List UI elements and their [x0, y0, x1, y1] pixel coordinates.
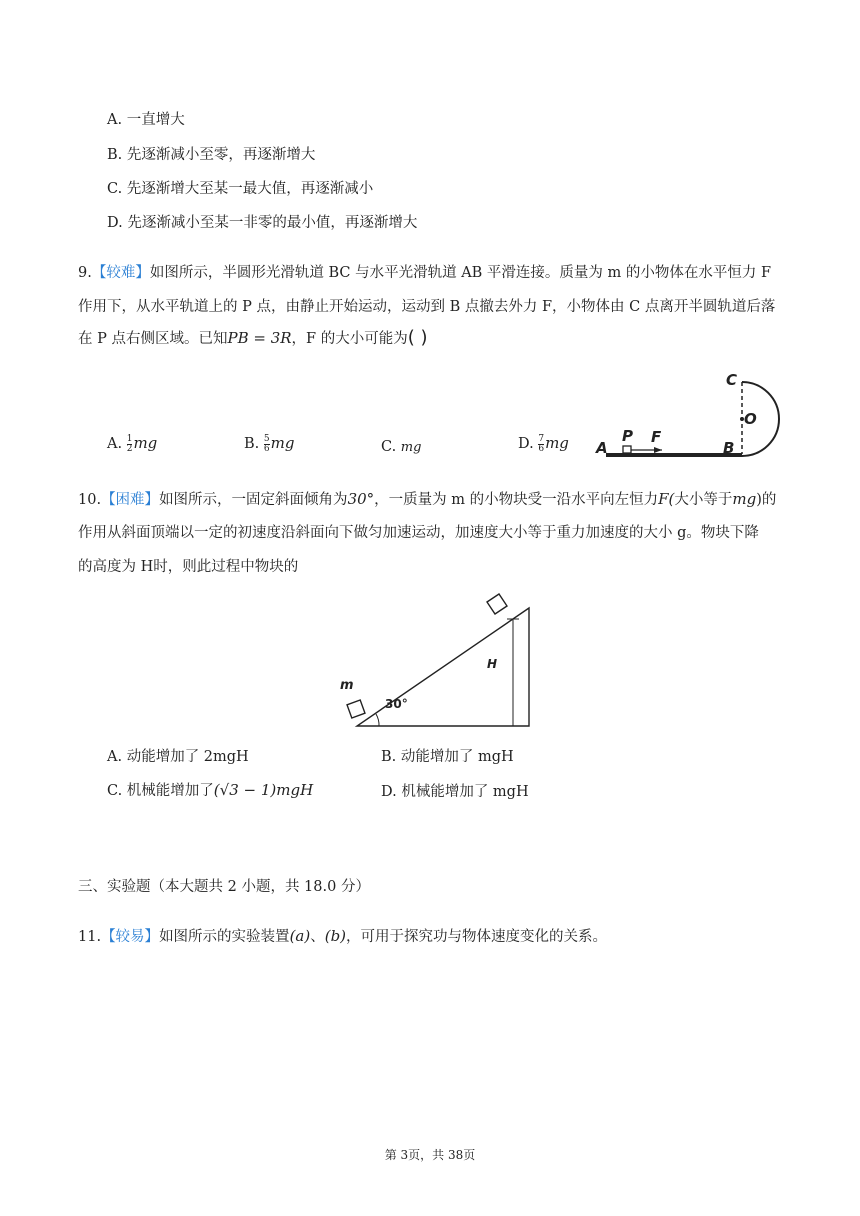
option-label: B.	[244, 436, 260, 452]
q10-line-3: 的高度为 H时，则此过程中物块的	[78, 559, 299, 575]
option-expr: mg	[400, 440, 422, 455]
option-math: (√3 − 1)mgH	[213, 781, 314, 799]
q10-incline-figure	[335, 592, 545, 734]
q8-option-c: C. 先逐渐增大至某一最大值，再逐渐减小	[107, 181, 374, 197]
force-arrow-head	[654, 447, 662, 453]
difficulty-tag: 【困难】	[101, 492, 160, 508]
q11-math-a: (a)	[289, 927, 311, 945]
q11-line-1	[78, 926, 607, 947]
answer-blank: ( )	[407, 327, 428, 348]
q8-option-a: A. 一直增大	[107, 112, 185, 128]
q10-option-c	[107, 780, 313, 801]
q10-option-b: B. 动能增加了 mgH	[381, 749, 514, 765]
q9-option-b	[244, 433, 294, 454]
q11-math-b: (b)	[324, 927, 347, 945]
q9-text-3a: 在 P 点右侧区域。已知	[78, 331, 228, 347]
fraction: $\frac{5}{6}$	[263, 433, 270, 454]
difficulty-tag: 【较难】	[91, 265, 150, 281]
q9-option-a	[107, 433, 157, 454]
page-footer: 第 3页，共 38页	[384, 1148, 476, 1162]
q10-option-d: D. 机械能增加了 mgH	[381, 784, 529, 800]
q10-text-1b: ，一质量为 m 的小物块受一沿水平向左恒力	[374, 492, 659, 508]
angle-value: 30°	[347, 490, 375, 508]
q11-text-a: 如图所示的实验装置	[159, 929, 290, 945]
force-symbol: F(	[658, 490, 675, 508]
label-a: A	[596, 439, 608, 457]
label-c: C	[726, 371, 738, 389]
q11-separator: 、	[310, 929, 325, 945]
label-f: F	[651, 428, 662, 446]
q8-option-d: D. 先逐渐减小至某一非零的最小值，再逐渐增大	[107, 215, 418, 231]
fraction: $\frac{1}{2}$	[126, 433, 133, 454]
q9-option-d	[518, 433, 569, 454]
label-o: O	[744, 410, 757, 428]
label-b: B	[723, 439, 735, 457]
q9-line-2: 作用下，从水平轨道上的 P 点，由静止开始运动，运动到 B 点撤去外力 F，小物体由 C 点离开半圆轨道后落	[78, 299, 776, 315]
q10-text-1c: 大小等于	[674, 492, 733, 508]
option-expr: mg	[133, 434, 158, 452]
option-expr: mg	[270, 434, 295, 452]
fraction: $\frac{7}{6}$	[538, 433, 545, 454]
mg-symbol: mg	[732, 490, 757, 508]
q10-line-1	[78, 489, 776, 510]
q10-option-a: A. 动能增加了 2mgH	[107, 749, 249, 765]
q10-text-1d: )的	[756, 492, 777, 508]
option-label: A.	[107, 436, 123, 452]
q8-option-b: B. 先逐渐减小至零，再逐渐增大	[107, 147, 316, 163]
label-angle: 30°	[385, 697, 408, 711]
question-number: 11.	[78, 929, 102, 945]
label-h: H	[487, 657, 498, 671]
q9-line-3	[78, 328, 428, 349]
block-bottom	[347, 700, 365, 718]
q10-line-2: 作用从斜面顶端以一定的初速度沿斜面向下做匀加速运动，加速度大小等于重力加速度的大小 g。物块下降	[78, 525, 759, 541]
option-expr: mg	[545, 434, 569, 452]
angle-arc	[376, 714, 379, 726]
q9-line-1	[78, 263, 771, 283]
small-block	[623, 446, 631, 453]
question-number: 10.	[78, 492, 102, 508]
q9-option-c	[381, 437, 421, 458]
q9-equation: PB = 3R	[227, 329, 292, 347]
q11-text-b: ，可用于探究功与物体速度变化的关系。	[346, 929, 608, 945]
option-label: D.	[518, 436, 534, 452]
difficulty-tag: 【较易】	[101, 929, 160, 945]
label-m: m	[340, 678, 354, 693]
option-text: C. 机械能增加了	[107, 783, 214, 799]
section-heading: 三、实验题（本大题共 2 小题，共 18.0 分）	[78, 879, 370, 895]
q10-text-1a: 如图所示，一固定斜面倾角为	[159, 492, 348, 508]
block-top	[487, 594, 507, 614]
label-p: P	[622, 427, 633, 445]
question-number: 9.	[78, 265, 92, 281]
q9-text-3b: ，F 的大小可能为	[291, 331, 408, 347]
q9-text-1: 如图所示，半圆形光滑轨道 BC 与水平光滑轨道 AB 平滑连接。质量为 m 的小物体在水平恒力 F	[149, 265, 772, 281]
incline-triangle	[357, 608, 529, 726]
option-label: C.	[381, 439, 397, 455]
q9-track-figure	[590, 368, 800, 464]
